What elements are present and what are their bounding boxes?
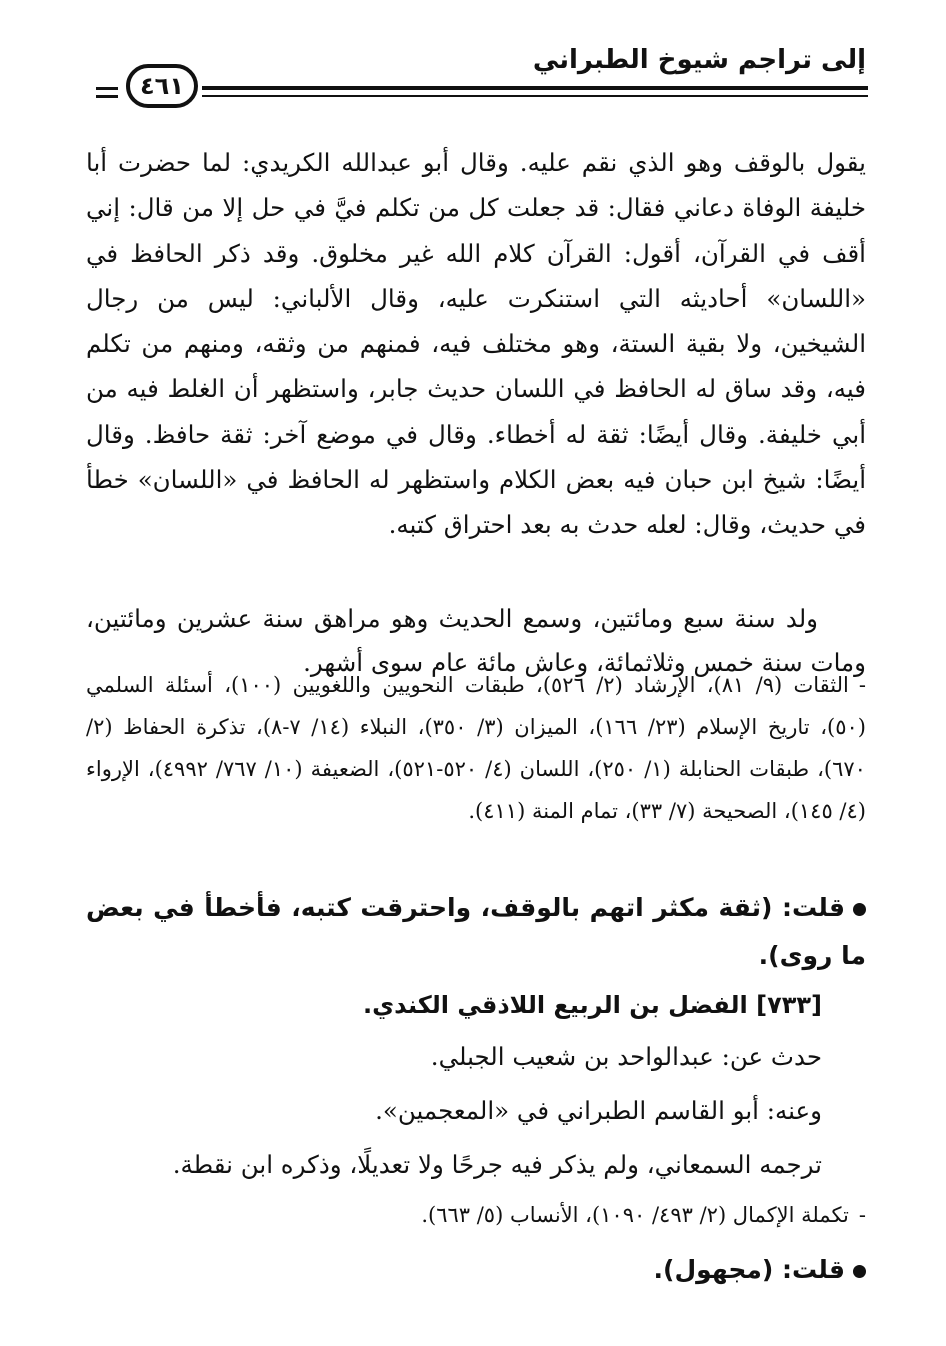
bullet-icon-2 (853, 1265, 866, 1278)
header-rule-left-top (96, 87, 118, 90)
header-rule-left-bottom (96, 95, 118, 98)
sources-footnote (86, 664, 866, 832)
verdict-2 (654, 1250, 866, 1290)
footnote-dash-2: - (858, 1203, 866, 1227)
entry-sources-footnote (421, 1198, 866, 1232)
page-number: ٤٦١ (126, 64, 198, 108)
verdict-1 (86, 884, 866, 980)
narrated-by-line: وعنه: أبو القاسم الطبراني في «المعجمين». (375, 1096, 822, 1125)
main-paragraph (86, 140, 866, 548)
biography-line: ترجمه السمعاني، ولم يذكر فيه جرحًا ولا تعديلًا، وذكره ابن نقطة. (172, 1150, 822, 1179)
header-rule-thin (202, 95, 868, 97)
entry-sources-text: تكملة الإكمال (٢/ ٤٩٣/ ١٠٩٠)، الأنساب (٥/ ٦٦٣). (421, 1203, 849, 1227)
birth-death-text: ولد سنة سبع ومائتين، وسمع الحديث وهو مراهق سنة عشرين ومائتين، ومات سنة خمس وثلاثمائة، وعاش مائة عام سوى أشهر. (86, 603, 866, 677)
verdict-2-text: قلت: (مجهول). (653, 1255, 845, 1284)
bullet-icon (853, 903, 866, 916)
footnote-dash: - (858, 673, 866, 697)
entry-title: [٧٣٣] الفضل بن الربيع اللاذقي الكندي. (363, 991, 822, 1019)
sources-footnote-text: الثقات (٩/ ٨١)، الإرشاد (٢/ ٥٢٦)، طبقات النحويين واللغويين (١٠٠)، أسئلة السلمي (٥٠)، تاريخ الإسلام (٢٣/ ١٦٦)، الميزان (٣/ ٣٥٠)، النبلاء (١٤/ ٧-٨)، تذكرة الحفاظ (٢/ ٦٧٠)، طبقات الحنابلة (١/ ٢٥٠)، اللسان (٤/ ٥٢٠-٥٢١)، الضعيفة (١٠/ ٧٦٧/ ٤٩٩٢)، الإرواء (٤/ ١٤٥)، الصحيحة (٧/ ٣٣)، تمام المنة (٤١١). (86, 673, 866, 823)
running-title: إلى تراجم شيوخ الطبراني (532, 45, 866, 75)
narrated-from-line: حدث عن: عبدالواحد بن شعيب الجبلي. (430, 1042, 822, 1071)
header-rule-thick (202, 86, 868, 90)
verdict-1-text: قلت: (ثقة مكثر اتهم بالوقف، واحترقت كتبه، فأخطأ في بعض ما روى). (86, 893, 866, 970)
page-header (96, 34, 868, 114)
main-paragraph-text: يقول بالوقف وهو الذي نقم عليه. وقال أبو عبدالله الكريدي: لما حضرت أبا خليفة الوفاة دعاني فقال: قد جعلت كل من تكلم فيَّ في حل إلا من قال: إني أقف في القرآن، أقول: القرآن كلام الله غير مخلوق. وقد ذكر الحافظ في «اللسان» أحاديثه التي استنكرت عليه، وقال الألباني: ليس من رجال الشيخين، ولا بقية الستة، وهو مختلف فيه، فمنهم من وثقه، ومنهم من تكلم فيه، وقد ساق له الحافظ في اللسان حديث جابر، واستظهر أن الغلط فيه من أبي خليفة. وقال أيضًا: ثقة له أخطاء. وقال في موضع آخر: ثقة حافظ. وقال أيضًا: شيخ ابن حبان فيه بعض الكلام واستظهر له الحافظ في «اللسان» خطأ في حديث، وقال: لعله حدث به بعد احتراق كتبه. (86, 148, 866, 540)
